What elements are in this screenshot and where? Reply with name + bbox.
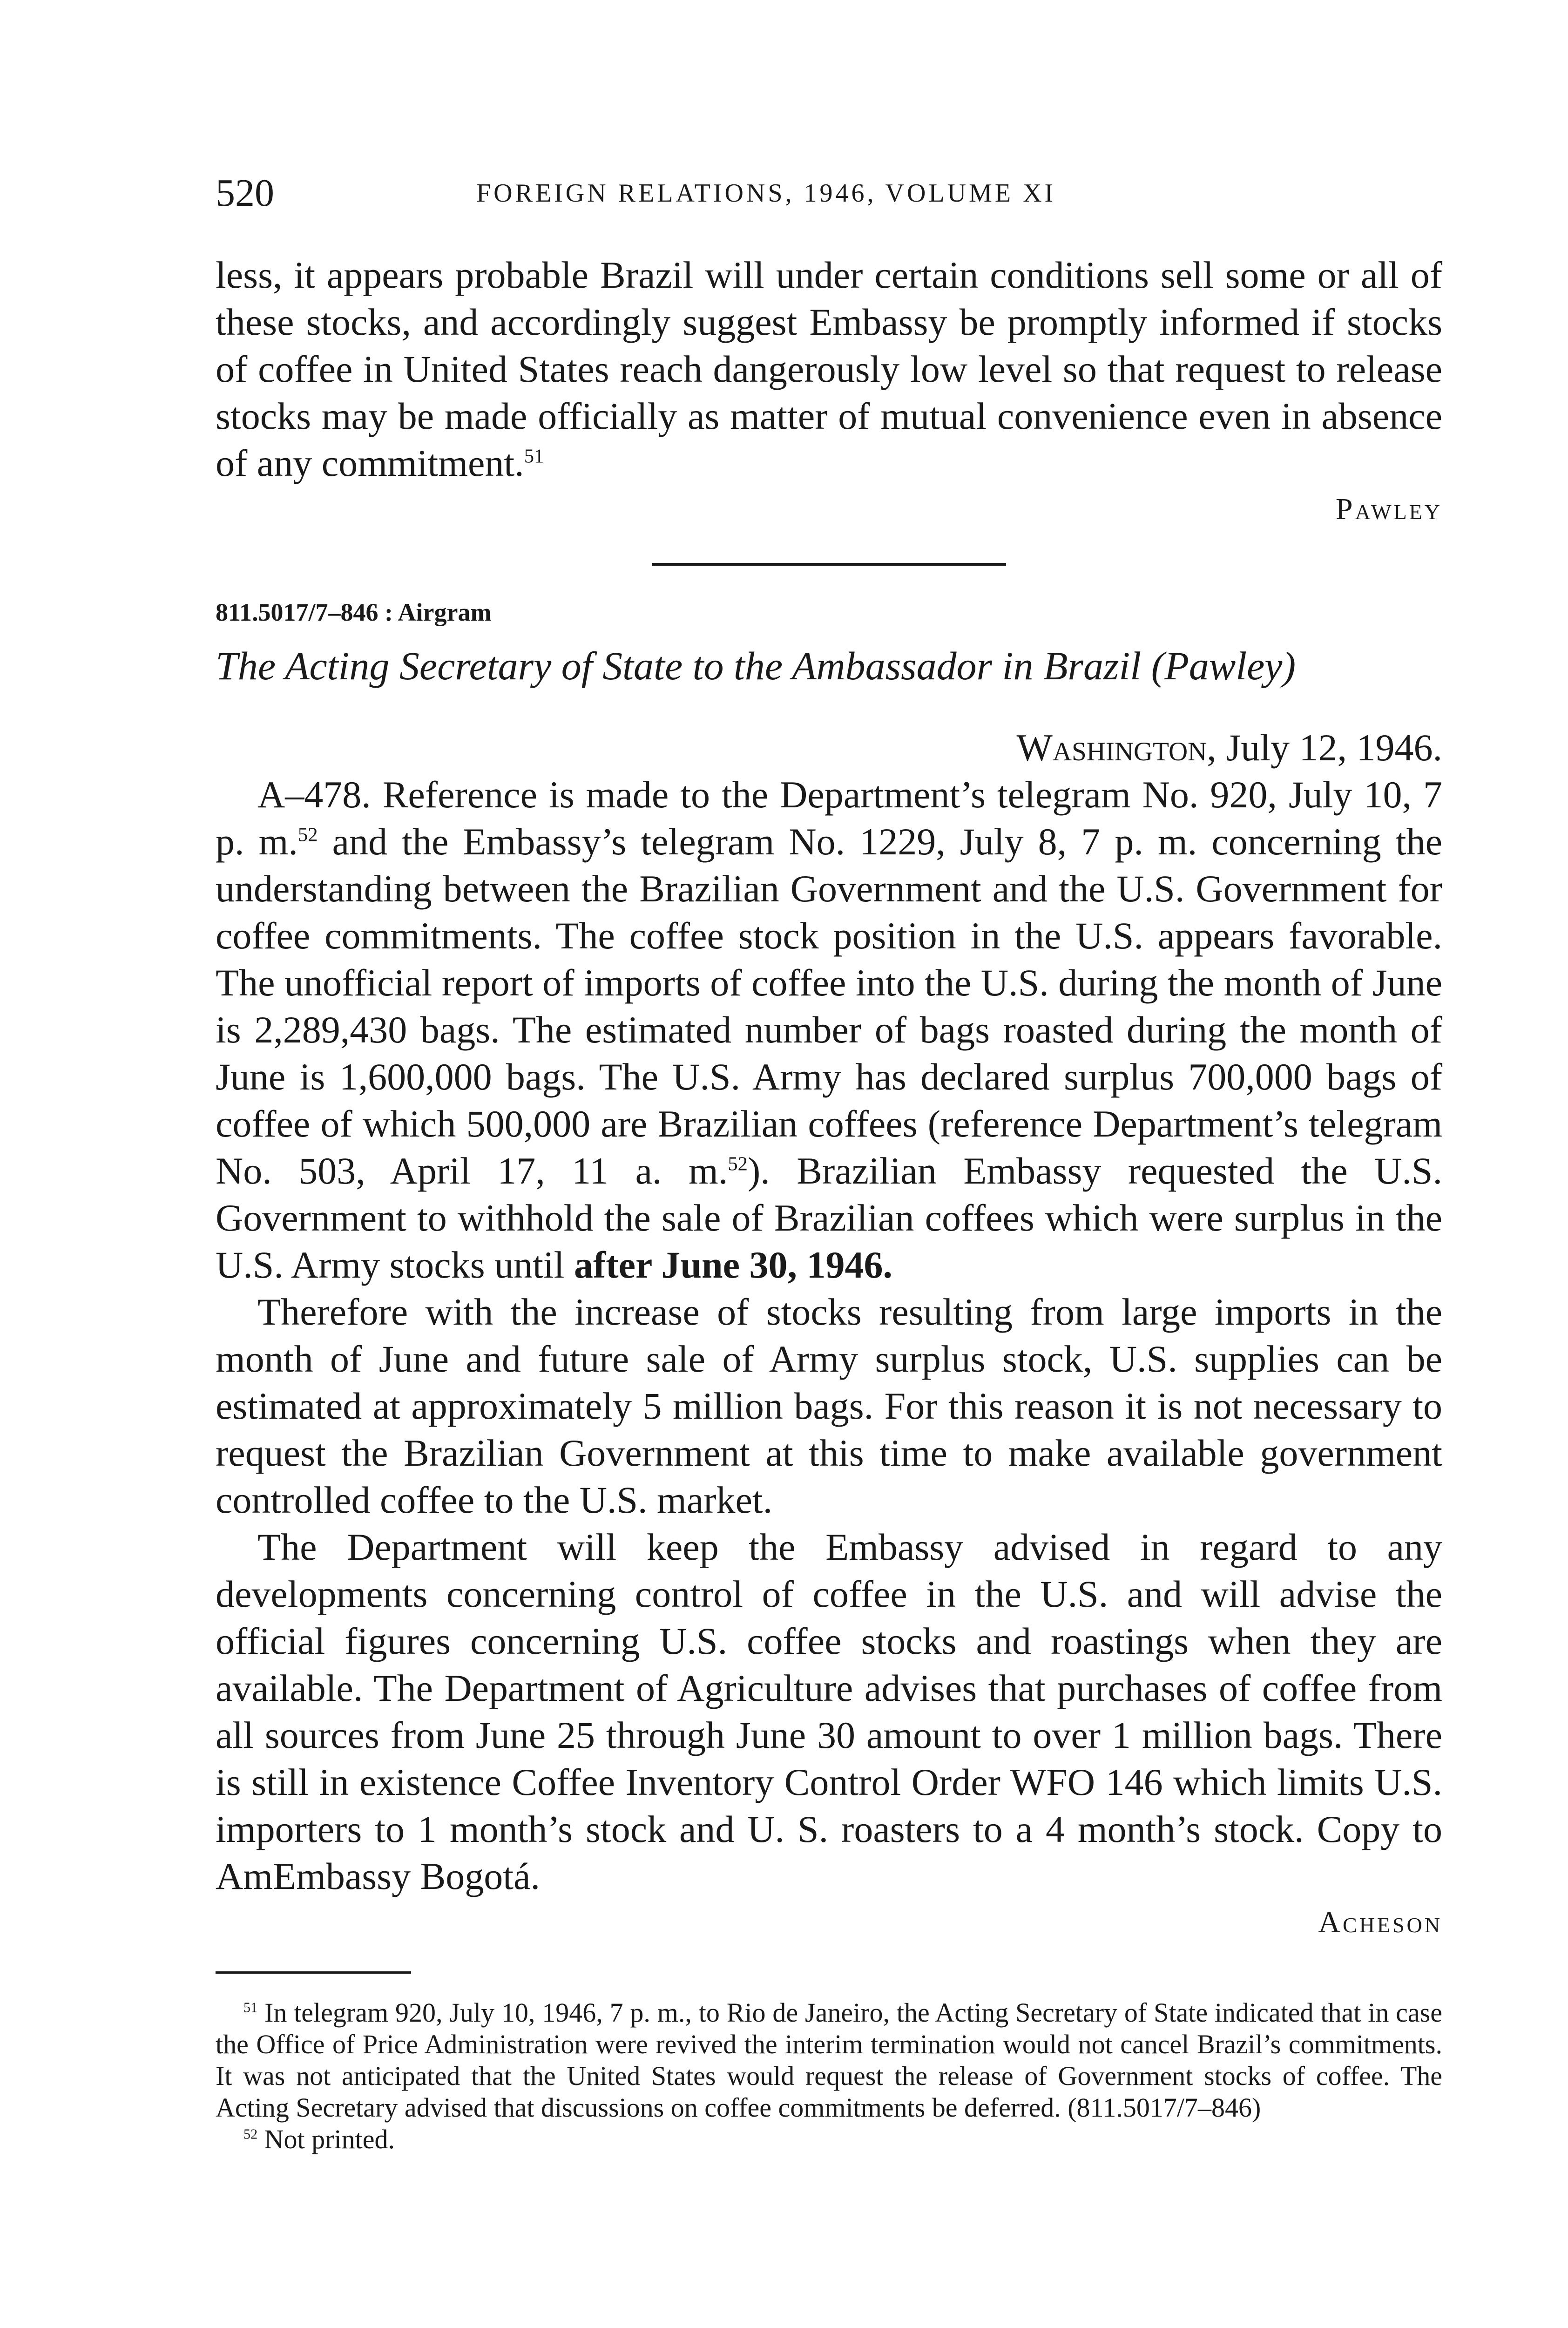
continuation-text: less, it appears probable Brazil will under certain conditions sell some or all of these stocks, and accordingly suggest Embassy be promptly informed if stocks of coffee in United States reach dangerously low level so that request to release stocks may be made officially as matter of mutual convenience even in absence of any commitment. (216, 254, 1442, 484)
page-number: 520 (216, 171, 274, 215)
file-reference: 811.5017/7–846 : Airgram (216, 598, 492, 626)
running-header (216, 168, 1442, 219)
body-paragraph-1 (216, 771, 1442, 1288)
dateline (216, 724, 1442, 771)
dateline-date: , July 12, 1946. (1207, 726, 1442, 769)
footnote-51-number: 51 (243, 1999, 258, 2016)
para1-part-b: and the Embassy’s telegram No. 1229, July 8, 7 p. m. concerning the understanding between the Brazilian Government and the U.S. Government for coffee commitments. The coffee stock position in the U.S. appears favorable. The unofficial report of imports of coffee into the U.S. during the month of June is 2,289,430 bags. The estimated number of bags roasted during the month of June is 1,600,000 bags. The U.S. Army has declared surplus 700,000 bags of coffee of which 500,000 are Brazilian coffees (reference Department’s telegram No. 503, April 17, 11 a. m. (216, 820, 1442, 1192)
footnote-52 (216, 2124, 1442, 2155)
dateline-place: Washington (1016, 726, 1207, 769)
para1-part-a: A–478. Reference is made to the Department’s telegram No. 920, July 10, 7 p. m. (216, 773, 1442, 863)
running-title: FOREIGN RELATIONS, 1946, VOLUME XI (476, 179, 1056, 208)
footnote-51-text: In telegram 920, July 10, 1946, 7 p. m., to Rio de Janeiro, the Acting Secretary of State indicated that in case the Office of Price Administration were revived the interim termination would not cancel Brazil’s commitments. It was not anticipated that the United States would request the release of Government stocks of coffee. The Acting Secretary advised that discussions on coffee commitments be deferred. (811.5017/7–846) (216, 1997, 1442, 2123)
footnote-rule (216, 1971, 411, 1974)
document-page (216, 168, 1442, 2155)
signature-pawley: Pawley (1335, 492, 1442, 526)
body-paragraph-3: The Department will keep the Embassy advised in regard to any developments concerning control of coffee in the U.S. and will advise the official figures concerning U.S. coffee stocks and roastings when they are available. The Department of Agriculture advises that purchases of coffee from all sources from June 25 through June 30 amount to over 1 million bags. There is still in existence Coffee Inventory Control Order WFO 146 which limits U.S. importers to 1 month’s stock and U. S. roasters to a 4 month’s stock. Copy to AmEmbassy Bogotá. (216, 1526, 1442, 1897)
para1-part-d: after June 30, 1946. (574, 1244, 892, 1286)
footnote-51 (216, 1997, 1442, 2124)
footnote-ref-51[interactable]: 51 (524, 445, 544, 467)
footnote-ref-52-a[interactable]: 52 (297, 824, 318, 846)
section-divider (652, 563, 1006, 566)
continuation-paragraph (216, 251, 1442, 487)
document-title: The Acting Secretary of State to the Ambassador in Brazil (Pawley) (216, 643, 1296, 688)
body-paragraph-2: Therefore with the increase of stocks resulting from large imports in the month of June and future sale of Army surplus stock, U.S. supplies can be estimated at approximately 5 million bags. For this reason it is not necessary to request the Brazilian Government at this time to make available government controlled coffee to the U.S. market. (216, 1291, 1442, 1521)
footnote-52-text: Not printed. (257, 2124, 395, 2154)
signature-acheson: Acheson (1318, 1905, 1442, 1939)
footnote-52-number: 52 (243, 2126, 258, 2142)
para1-part-c: ). Brazilian Embassy requested the U.S. Government to withhold the sale of Brazilian coffees which were surplus in the U.S. Army stocks until (216, 1150, 1442, 1286)
footnote-ref-52-b[interactable]: 52 (728, 1153, 748, 1175)
